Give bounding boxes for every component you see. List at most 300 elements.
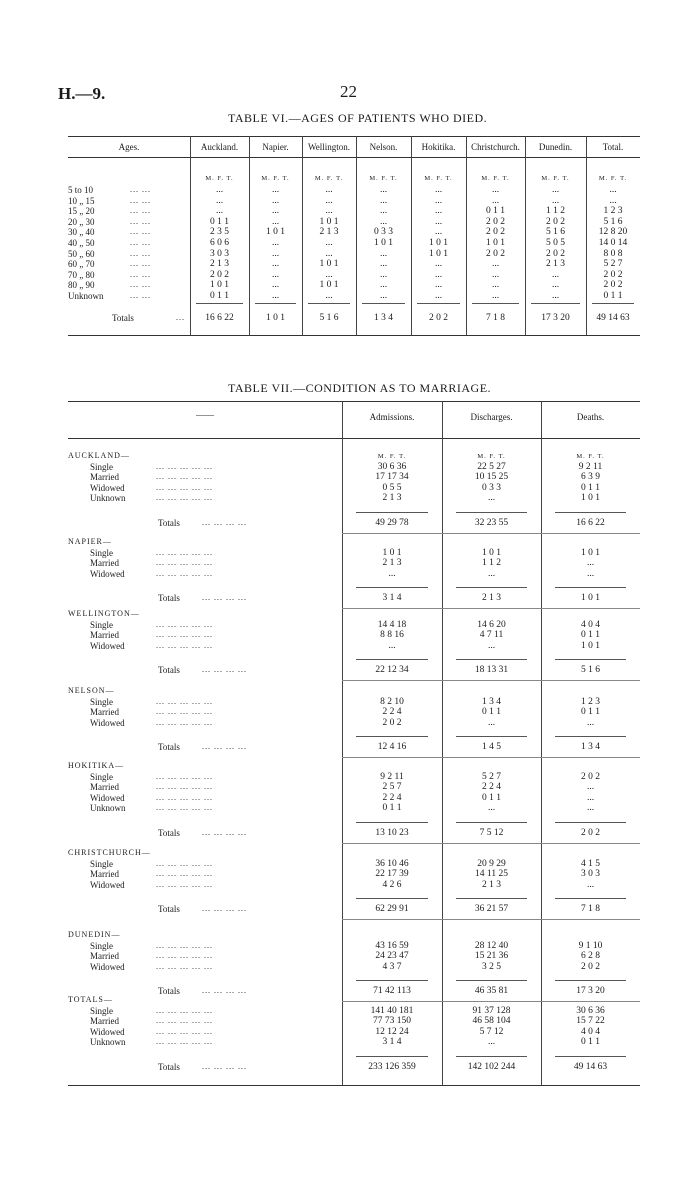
table7-cell: 2 2 4	[482, 782, 501, 793]
table7-cell: 141 40 181	[370, 1005, 414, 1016]
table7-sum-rule	[555, 898, 626, 899]
table6-leader-dots: ... ...	[130, 206, 151, 216]
table7-cell: 4 0 4	[581, 1026, 600, 1037]
table7-sum-rule	[456, 736, 527, 737]
table6-row-label: 15 „ 20	[68, 206, 95, 217]
table6-cell: ...	[609, 195, 617, 206]
table6-cell: 3 0 3	[210, 248, 229, 259]
table7-row-label: Widowed	[90, 640, 125, 651]
table7-cell: 0 1 1	[382, 803, 402, 814]
table7-row-label: Widowed	[90, 717, 125, 728]
table7-sum-rule	[456, 898, 527, 899]
table7-cell: 0 1 1	[581, 482, 600, 493]
table7-cell: 9 2 11	[578, 461, 603, 472]
table7-group-name: NELSON—	[68, 686, 115, 695]
table6-cell: 1 0 1	[429, 248, 448, 259]
table6-column-header: Nelson.	[369, 142, 398, 152]
table7-leader-dots: ... ... ... ... ...	[156, 879, 213, 889]
table6-cell: 12 8 20	[598, 227, 628, 238]
table6-cell: 0 1 1	[210, 216, 229, 227]
table7-sum-rule	[356, 587, 428, 588]
table6-cell: ...	[325, 238, 333, 248]
table7-cell: 2 5 7	[382, 782, 402, 793]
table7-mft-header: M. F. T.	[576, 453, 605, 460]
table6-row-label: Unknown	[68, 291, 104, 301]
table7-row-label: Single	[90, 461, 114, 472]
table7-sum-rule	[356, 898, 428, 899]
table7-group-separator	[342, 608, 640, 609]
table7-row-label: Widowed	[90, 1026, 125, 1037]
table6-mft-header: M. F. T.	[369, 175, 398, 182]
table7-leader-dots: ... ... ... ... ...	[156, 717, 213, 727]
table6-cell: 1 2 3	[603, 206, 623, 217]
table6-cell: 1 0 1	[429, 238, 448, 248]
table6-cell: ...	[325, 195, 333, 206]
table7-leader-dots: ... ... ... ... ...	[156, 940, 213, 950]
table7-group-name: WELLINGTON—	[68, 609, 140, 618]
table6-cell: ...	[379, 248, 388, 259]
table7-cell: 46 58 104	[472, 1016, 511, 1027]
table6-cell: ...	[325, 269, 333, 280]
table7-leader-dots: ... ... ... ... ...	[156, 568, 213, 578]
table7-cell: 2 2 4	[382, 707, 402, 718]
table7-leader-dots: ... ... ... ...	[202, 665, 247, 675]
table7-sum-rule	[555, 980, 626, 981]
table6-totals-label: Totals	[112, 313, 134, 323]
table6-cell: 2 0 2	[603, 280, 623, 291]
table6-cell: ...	[215, 185, 224, 195]
table7-cell: 2 0 2	[581, 771, 600, 782]
table6-cell: 8 0 8	[603, 248, 623, 259]
table7-cell: 3 1 4	[382, 1037, 402, 1048]
table7-header-rule	[68, 438, 640, 439]
table6-cell: 14 0 14	[598, 238, 628, 248]
table7-row-label: Married	[90, 707, 119, 718]
table6-mft-header: M. F. T.	[481, 175, 510, 182]
table7-mft-header: M. F. T.	[377, 453, 407, 460]
table6-column-header: Napier.	[262, 142, 289, 152]
table7-total-cell: 1 0 1	[581, 593, 600, 604]
table7-totals-label: Totals	[158, 828, 180, 838]
table7-cell: 1 0 1	[581, 493, 600, 504]
table7-cell: 2 1 3	[382, 558, 402, 569]
table7-cell: 1 0 1	[581, 640, 600, 651]
table6-cell: 0 1 1	[210, 291, 229, 301]
table7-cell: 22 5 27	[477, 461, 506, 472]
table7-row-label: Widowed	[90, 879, 125, 890]
table7-leader-dots: ... ... ... ... ...	[156, 1016, 213, 1026]
table7-cell: ...	[586, 568, 595, 579]
table7-cell: 28 12 40	[474, 940, 509, 951]
table7-leader-dots: ... ... ... ... ...	[156, 707, 213, 717]
table7-cell: 0 3 3	[482, 482, 501, 493]
table6-total-cell: 5 1 6	[319, 313, 339, 323]
table6-cell: ...	[434, 291, 443, 301]
table7-cell: ...	[487, 717, 496, 728]
table7-row-label: Married	[90, 869, 119, 880]
table7-group-separator	[342, 533, 640, 534]
table7-bottom-rule	[68, 1085, 640, 1086]
table7-total-cell: 49 29 78	[375, 518, 409, 528]
table7-cell: 15 21 36	[474, 951, 509, 962]
table7-sum-rule	[555, 736, 626, 737]
table6-cell: ...	[491, 185, 500, 195]
table7-cell: 20 9 29	[477, 858, 506, 869]
table7-cell: 17 17 34	[375, 472, 409, 483]
page-number: 22	[340, 82, 357, 101]
table7-row-label: Married	[90, 1016, 119, 1027]
table6-cell: ...	[434, 280, 443, 291]
table6-cell: 1 0 1	[319, 259, 339, 270]
table6-cell: ...	[379, 206, 388, 217]
table7-row-label: Single	[90, 1005, 114, 1016]
table6-cell: ...	[271, 259, 280, 270]
table7-group-separator	[342, 757, 640, 758]
table7-cell: 1 0 1	[581, 547, 600, 558]
table7-leader-dots: ... ... ... ... ...	[156, 619, 213, 629]
table6-row-label: 70 „ 80	[68, 269, 95, 280]
table7-row-label: Married	[90, 558, 119, 569]
table7-cell: 6 3 9	[581, 472, 600, 483]
table6-row-label: 20 „ 30	[68, 216, 95, 227]
table7-cell: ...	[487, 568, 496, 579]
table7-group-name: DUNEDIN—	[68, 930, 121, 939]
table7-cell: 10 15 25	[474, 472, 509, 483]
table7-cell: ...	[487, 640, 496, 651]
table7-sum-rule	[456, 512, 527, 513]
table6-cell: 5 0 5	[546, 238, 565, 248]
table6-cell: 0 3 3	[374, 227, 393, 238]
table7-cell: 0 5 5	[382, 482, 402, 493]
table6-cell: ...	[271, 185, 280, 195]
table6-total-cell: 1 0 1	[266, 313, 285, 323]
table6-leader-dots: ... ...	[130, 248, 151, 258]
table7-sum-rule	[456, 1056, 527, 1057]
table7-column-header: Deaths.	[576, 412, 605, 422]
table6-cell: ...	[271, 216, 280, 227]
table7-row-label: Single	[90, 547, 114, 558]
table7-cell: ...	[487, 1037, 496, 1048]
table7-sum-rule	[456, 980, 527, 981]
table7-total-cell: 7 1 8	[581, 904, 600, 915]
table7-total-cell: 2 1 3	[482, 593, 501, 604]
table7-cell: 4 3 7	[382, 961, 402, 972]
table6-column-header: Wellington.	[307, 142, 351, 152]
table7-cell: 1 0 1	[482, 547, 501, 558]
table6-leader-dots: ... ...	[130, 195, 151, 205]
table7-total-cell: 71 42 113	[373, 986, 411, 997]
table6-cell: ...	[551, 291, 560, 301]
table7-leader-dots: ... ... ... ... ...	[156, 696, 213, 706]
table7-cell: 0 1 1	[482, 707, 501, 718]
table7-sum-rule	[456, 659, 527, 660]
table7-leader-dots: ... ... ... ... ...	[156, 482, 213, 492]
table6-row-label: 60 „ 70	[68, 259, 95, 270]
table7-row-label: Single	[90, 858, 114, 869]
table7-row-label: Single	[90, 940, 114, 951]
table7-cell: 36 10 46	[375, 858, 409, 869]
table7-cell: 2 0 2	[581, 961, 600, 972]
table7-leader-dots: ... ... ... ...	[202, 593, 247, 603]
table7-row-label: Unknown	[90, 1037, 126, 1048]
table6-cell: ...	[271, 248, 280, 259]
table6-cell: ...	[215, 206, 224, 217]
table7-total-cell: 46 35 81	[474, 986, 509, 997]
table6-mft-header: M. F. T.	[205, 175, 234, 182]
page-identifier: H.—9.	[58, 84, 106, 103]
table7-totals-label: Totals	[158, 1062, 180, 1072]
table6-cell: ...	[609, 185, 617, 195]
table6-cell: ...	[551, 195, 560, 206]
table6-leader-dots: ... ...	[130, 238, 151, 247]
table7-cell: 14 6 20	[477, 619, 506, 630]
table7-totals-label: Totals	[158, 986, 180, 997]
table7-row-label: Widowed	[90, 568, 125, 579]
table6-column-header: Dunedin.	[538, 142, 573, 152]
table6-cell: ...	[271, 238, 280, 248]
table6-cell: ...	[325, 291, 333, 301]
table6-cell: 2 0 2	[486, 227, 505, 238]
table6-cell: ...	[434, 269, 443, 280]
table6-cell: 1 0 1	[319, 280, 339, 291]
table7-total-cell: 16 6 22	[576, 518, 605, 528]
table7-cell: 1 1 2	[482, 558, 501, 569]
table6-cell: ...	[325, 206, 333, 217]
table6-cell: ...	[379, 185, 388, 195]
table7-cell: 14 11 25	[475, 869, 508, 880]
table6-total-cell: 1 3 4	[374, 313, 393, 323]
table7-row-label: Unknown	[90, 803, 126, 814]
table7-row-label: Widowed	[90, 482, 125, 493]
table7-cell: 91 37 128	[472, 1005, 511, 1016]
table7-cell: ...	[586, 782, 595, 793]
table7-cell: 6 2 8	[581, 951, 600, 962]
table7-cell: 0 1 1	[581, 630, 600, 641]
table7-cell: 4 1 5	[581, 858, 600, 869]
table7-cell: ...	[586, 879, 595, 890]
table7-group-name: HOKITIKA—	[68, 761, 125, 770]
table6-cell: ...	[215, 195, 224, 206]
table6-cell: ...	[379, 216, 388, 227]
table7-total-cell: 49 14 63	[573, 1062, 608, 1072]
table7-group-separator	[342, 1001, 640, 1002]
table7-cell: 24 23 47	[375, 951, 409, 962]
table6-cell: 2 0 2	[486, 248, 505, 259]
table7-leader-dots: ... ... ... ... ...	[156, 547, 213, 557]
table6-cell: 5 2 7	[603, 259, 623, 270]
table7-row-label: Married	[90, 782, 119, 793]
table7-row-label: Widowed	[90, 961, 125, 972]
table7-cell: 9 1 10	[578, 940, 603, 951]
table7-total-cell: 13 10 23	[375, 828, 409, 838]
table6-cell: ...	[325, 185, 333, 195]
table6-cell: ...	[434, 206, 443, 217]
table7-total-cell: 142 102 244	[467, 1062, 516, 1072]
table6-leader-dots: ... ...	[130, 185, 151, 194]
table6-mft-header: M. F. T.	[598, 175, 628, 182]
table6-ages-header: Ages.	[118, 142, 140, 152]
table7-totals-label: Totals	[158, 742, 180, 753]
table7-cell: ...	[487, 493, 496, 504]
table7-column-header: Discharges.	[470, 412, 513, 422]
table6-cell: ...	[434, 195, 443, 206]
table6-cell: 2 0 2	[546, 248, 565, 259]
table7-row-label: Single	[90, 771, 114, 782]
table6-cell: ...	[491, 269, 500, 280]
table6-cell: ...	[434, 259, 443, 270]
table7-leader-dots: ... ... ... ... ...	[156, 472, 213, 482]
table7-cell: ...	[586, 792, 595, 803]
table7-top-rule	[68, 401, 640, 402]
table7-row-label: Single	[90, 696, 114, 707]
table7-cell: 2 2 4	[382, 792, 402, 803]
table7-cell: 0 1 1	[581, 1037, 600, 1048]
table7-leader-dots: ... ... ... ... ...	[156, 558, 213, 568]
table7-leader-dots: ... ... ... ... ...	[156, 792, 213, 802]
table7-cell: 2 1 3	[482, 879, 501, 890]
table6-cell: ...	[551, 185, 560, 195]
table7-total-cell: 2 0 2	[581, 828, 600, 838]
table7-cell: 15 7 22	[576, 1016, 605, 1027]
table6-cell: ...	[491, 291, 500, 301]
table7-total-cell: 32 23 55	[474, 518, 509, 528]
table7-row-label: Married	[90, 472, 119, 483]
table7-row-label: Married	[90, 951, 119, 962]
table7-total-cell: 5 1 6	[581, 665, 600, 676]
table6-mft-header: M. F. T.	[541, 175, 570, 182]
table7-cell: 0 1 1	[581, 707, 600, 718]
table6-cell: 0 1 1	[486, 206, 505, 217]
table6-cell: 1 0 1	[486, 238, 505, 248]
table7-leader-dots: ... ... ... ...	[202, 518, 247, 527]
table7-cell: 3 0 3	[581, 869, 600, 880]
table7-totals-label: Totals	[158, 665, 180, 676]
table7-sum-rule	[456, 587, 527, 588]
table7-totals-label: Totals	[158, 518, 180, 528]
table6-cell: 6 0 6	[210, 238, 229, 248]
table7-cell: 2 0 2	[382, 717, 402, 728]
table6-row-label: 50 „ 60	[68, 248, 95, 259]
table7-cell: ...	[586, 717, 595, 728]
table6-column-header: Total.	[602, 142, 624, 152]
table6-mft-header: M. F. T.	[424, 175, 453, 182]
table7-title: TABLE VII.—CONDITION AS TO MARRIAGE.	[228, 381, 492, 395]
table6-cell: ...	[491, 195, 500, 206]
table6-row-label: 10 „ 15	[68, 195, 95, 206]
table7-cell: 43 16 59	[375, 940, 409, 951]
table7-cell: 77 73 150	[373, 1016, 411, 1027]
table7-total-cell: 1 4 5	[482, 742, 501, 753]
table7-sum-rule	[356, 736, 428, 737]
table7-group-name: NAPIER—	[68, 537, 112, 546]
table6-total-cell: 17 3 20	[541, 313, 570, 323]
table6-cell: ...	[379, 291, 388, 301]
table7-totals-label: Totals	[158, 904, 180, 915]
table7-sum-rule	[555, 512, 626, 513]
table7-leader-dots: ... ... ... ... ...	[156, 1037, 213, 1047]
table7-cell: 4 0 4	[581, 619, 600, 630]
table7-cell: 30 6 36	[377, 461, 407, 472]
table6-leader-dots: ... ...	[130, 259, 151, 269]
table6-cell: 2 1 3	[546, 259, 565, 270]
table7-cell: 0 1 1	[482, 792, 501, 803]
table6-cell: ...	[434, 185, 443, 195]
table7-sum-rule	[356, 659, 428, 660]
table6-column-header: Auckland.	[200, 142, 239, 152]
table6-cell: ...	[434, 227, 443, 238]
table7-total-cell: 22 12 34	[375, 665, 409, 676]
table6-row-label: 40 „ 50	[68, 238, 95, 248]
table7-leader-dots: ... ... ... ... ...	[156, 782, 213, 792]
table6-total-cell: 7 1 8	[486, 313, 505, 323]
table7-leader-dots: ... ... ... ... ...	[156, 858, 213, 868]
table7-cell: 3 2 5	[482, 961, 501, 972]
table6-total-cell: 16 6 22	[205, 313, 234, 323]
table7-sum-rule	[356, 980, 428, 981]
table6-cell: 2 0 2	[546, 216, 565, 227]
table6-cell: ...	[271, 280, 280, 291]
table6-cell: ...	[379, 280, 388, 291]
table7-total-cell: 1 3 4	[581, 742, 600, 753]
table6-mft-header: M. F. T.	[314, 175, 344, 182]
table7-total-cell: 62 29 91	[375, 904, 409, 915]
table7-leader-dots: ... ... ... ... ...	[156, 961, 213, 971]
table7-cell: 1 2 3	[581, 696, 600, 707]
table6-cell: 2 1 3	[319, 227, 339, 238]
table7-total-cell: 12 4 16	[377, 742, 407, 753]
table7-row-label: Married	[90, 630, 119, 641]
table6-title: TABLE VI.—AGES OF PATIENTS WHO DIED.	[228, 111, 488, 125]
table7-cell: ...	[388, 640, 396, 651]
table6-cell: 2 3 5	[210, 227, 229, 238]
table7-dash: ——	[196, 410, 214, 420]
table6-cell: 1 0 1	[319, 216, 339, 227]
table6-cell: ...	[325, 248, 333, 259]
table6-cell: ...	[379, 259, 388, 270]
table6-leader-dots: ... ...	[130, 280, 151, 290]
table6-cell: 1 0 1	[210, 280, 229, 291]
table6-cell: 1 0 1	[266, 227, 285, 238]
table6-cell: 1 1 2	[546, 206, 565, 217]
table6-cell: ...	[551, 280, 560, 291]
table6-total-cell: 2 0 2	[429, 313, 448, 323]
table6-cell: ...	[379, 195, 388, 206]
table7-group-separator	[342, 843, 640, 844]
table7-sum-rule	[356, 822, 428, 823]
table6-column-header: Christchurch.	[471, 142, 520, 152]
table7-cell: 30 6 36	[576, 1005, 605, 1016]
table7-row-label: Unknown	[90, 493, 126, 504]
table7-leader-dots: ... ... ... ...	[202, 828, 247, 837]
table6-cell: ...	[379, 269, 388, 280]
table7-sum-rule	[356, 1056, 428, 1057]
table6-cell: ...	[434, 216, 443, 227]
table7-cell: 1 3 4	[482, 696, 501, 707]
table7-leader-dots: ... ... ... ... ...	[156, 640, 213, 650]
table7-cell: 8 2 10	[380, 696, 404, 707]
table7-leader-dots: ... ... ... ...	[202, 742, 247, 752]
table6-cell: 5 1 6	[546, 227, 565, 238]
table6-mft-header: M. F. T.	[261, 175, 290, 182]
table7-group-name: AUCKLAND—	[68, 451, 130, 460]
table7-totals-label: Totals	[158, 593, 180, 604]
table6-cell: 5 1 6	[603, 216, 623, 227]
table7-cell: 22 17 39	[375, 869, 409, 880]
table7-sum-rule	[555, 659, 626, 660]
table6-row-label: 30 „ 40	[68, 227, 95, 238]
table7-column-header: Admissions.	[369, 412, 415, 422]
table7-total-cell: 17 3 20	[576, 986, 605, 997]
